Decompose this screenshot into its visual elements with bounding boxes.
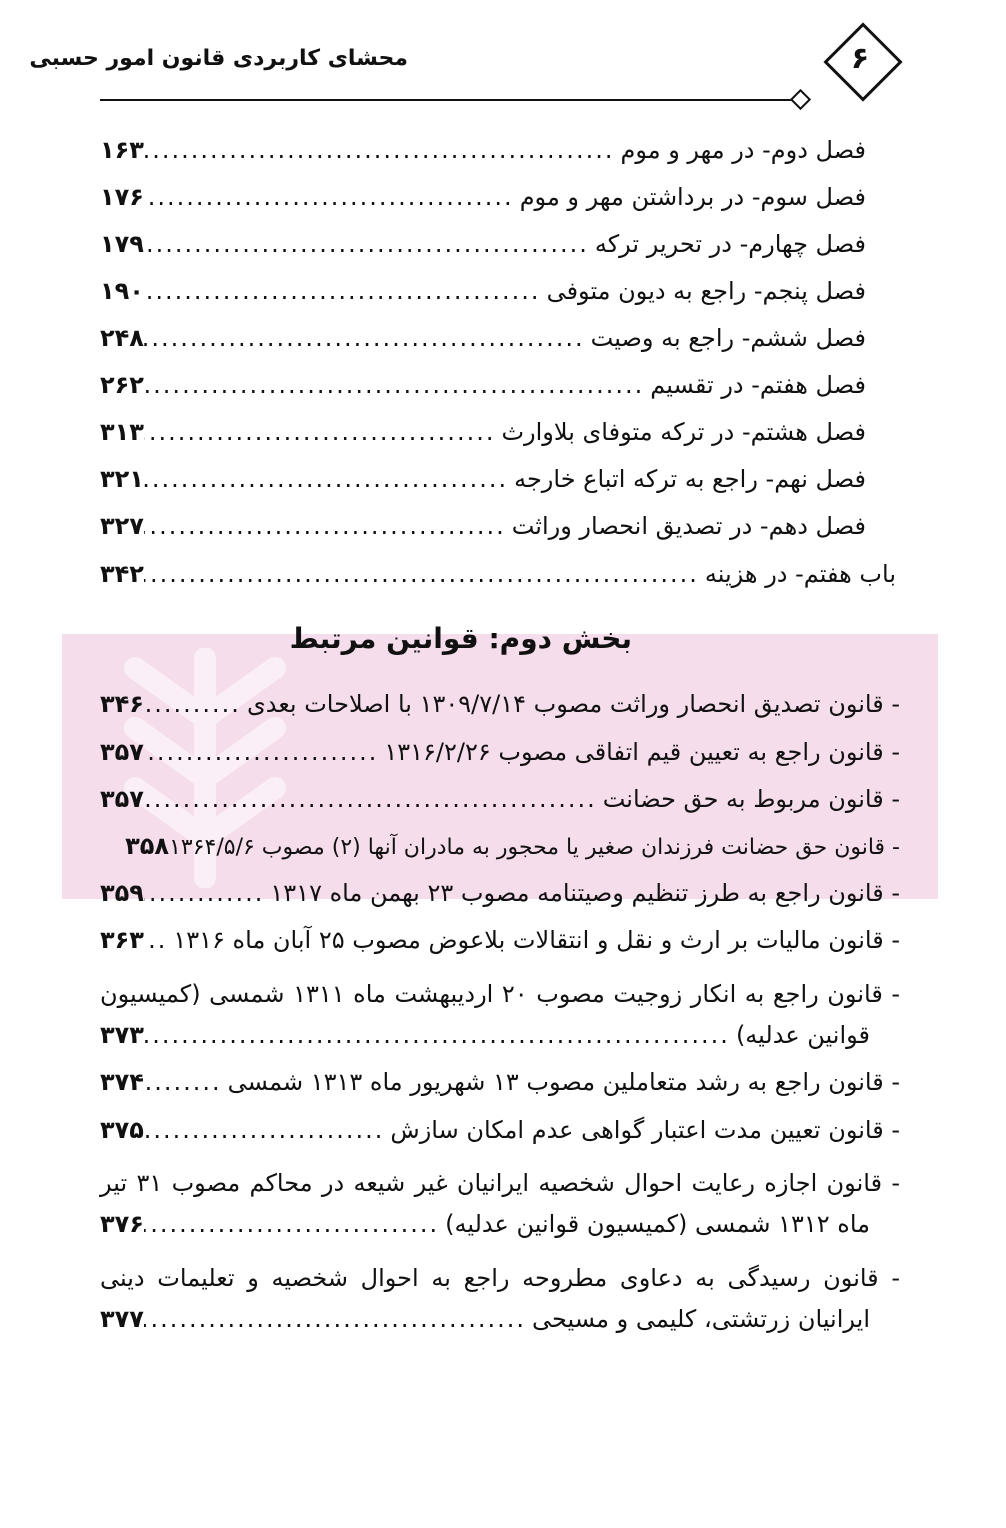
leader-dots	[144, 136, 621, 164]
toc-entry-page: ۳۵۹	[100, 879, 144, 907]
toc-entry-label: قوانین عدلیه)	[735, 1021, 870, 1049]
leader-dots	[144, 371, 650, 399]
toc-entry-label: فصل ششم- راجع به وصیت	[590, 324, 866, 352]
toc-entry	[100, 560, 896, 600]
section-title: بخش دوم: قوانین مرتبط	[289, 622, 632, 655]
leader-dots	[144, 230, 595, 258]
toc-entry	[100, 690, 900, 730]
leader-dots	[144, 1305, 532, 1333]
toc-entry-label: باب هفتم- در هزینه	[704, 560, 896, 588]
toc-entry-page: ۳۷۴	[100, 1068, 144, 1096]
toc-entry-page: ۲۴۸	[100, 324, 144, 352]
toc-entry	[100, 277, 866, 317]
leader-dots	[144, 926, 173, 954]
toc-entry-label: - قانون مربوط به حق حضانت	[602, 785, 900, 813]
toc-entry-label: فصل دهم- در تصدیق انحصار وراثت	[511, 512, 866, 540]
toc-entry	[100, 738, 900, 778]
leader-dots	[144, 785, 603, 813]
toc-entry-page: ۳۲۷	[100, 512, 144, 540]
toc-entry-label: - قانون راجع به رشد متعاملین مصوب ۱۳ شهریور ماه ۱۳۱۳ شمسی	[227, 1068, 900, 1096]
toc-entry-page: ۳۷۷	[100, 1305, 144, 1333]
toc-entry	[100, 418, 866, 458]
toc-entry-line1: - قانون راجع به انکار زوجیت مصوب ۲۰ اردیبهشت ماه ۱۳۱۱ شمسی (کمیسیون	[100, 980, 900, 1008]
toc-entry	[100, 879, 900, 919]
toc-entry-label: - قانون تعیین مدت اعتبار گواهی عدم امکان سازش	[390, 1116, 900, 1144]
toc-entry-page: ۳۱۳	[100, 418, 144, 446]
toc-entry-label: فصل نهم- راجع به ترکه اتباع خارجه	[514, 465, 866, 493]
toc-entry	[100, 1305, 870, 1345]
toc-entry-page: ۳۵۷	[100, 738, 144, 766]
toc-entry	[100, 1210, 870, 1250]
toc-entry	[100, 183, 866, 223]
toc-entry-label: فصل پنجم- راجع به دیون متوفی	[546, 277, 866, 305]
leader-dots	[144, 465, 514, 493]
toc-entry-label: فصل هشتم- در ترکه متوفای بلاوارث	[501, 418, 866, 446]
toc-entry-label: - قانون حق حضانت فرزندان صغیر یا محجور به مادران آنها (۲) مصوب ۱۳۶۴/۵/۶	[169, 835, 900, 860]
toc-entry-page: ۲۶۲	[100, 371, 144, 399]
toc-entry	[100, 324, 866, 364]
toc-entry-page: ۳۵۷	[100, 785, 144, 813]
leader-dots	[144, 1116, 390, 1144]
toc-entry-page: ۳۴۶	[100, 690, 144, 718]
toc-entry-label: فصل دوم- در مهر و موم	[620, 136, 866, 164]
toc-entry	[100, 1116, 900, 1156]
toc-entry-label: فصل سوم- در برداشتن مهر و موم	[519, 183, 866, 211]
toc-entry-page: ۱۹۰	[100, 277, 144, 305]
toc-entry	[100, 1068, 900, 1108]
toc-entry-page: ۳۷۳	[100, 1021, 144, 1049]
toc-entry-page: ۳۵۸	[125, 832, 170, 860]
toc-entry-label: - قانون راجع به طرز تنظیم وصیتنامه مصوب ۲۳ بهمن ماه ۱۳۱۷	[270, 879, 900, 907]
leader-dots	[144, 1210, 445, 1238]
toc-entry-page: ۱۷۹	[100, 230, 144, 258]
leader-dots	[144, 879, 270, 907]
toc-entry	[100, 512, 866, 552]
leader-dots	[144, 690, 247, 718]
toc-entry	[100, 230, 866, 270]
leader-dots	[144, 418, 502, 446]
toc-entry-page: ۳۷۶	[100, 1210, 144, 1238]
leader-dots	[144, 324, 591, 352]
toc-entry	[100, 465, 866, 505]
toc-entry	[100, 371, 866, 411]
toc-entry-page: ۱۶۳	[100, 136, 144, 164]
toc-entry-page: ۳۷۵	[100, 1116, 144, 1144]
leader-dots	[144, 738, 384, 766]
running-title: محشای کاربردی قانون امور حسبی	[29, 46, 408, 71]
toc-entry-page: ۳۲۱	[100, 465, 144, 493]
page-header	[0, 0, 1006, 120]
toc-entry-label: ایرانیان زرتشتی، کلیمی و مسیحی	[532, 1305, 870, 1333]
toc-entry-label: - قانون مالیات بر ارث و نقل و انتقالات بلاعوض مصوب ۲۵ آبان ماه ۱۳۱۶	[173, 926, 900, 954]
toc-entry	[100, 136, 866, 176]
toc-entry-label: - قانون تصدیق انحصار وراثت مصوب ۱۳۰۹/۷/۱۴ با اصلاحات بعدی	[246, 690, 900, 718]
leader-dots	[144, 1068, 228, 1096]
rule-end-diamond	[790, 89, 811, 110]
toc-entry	[100, 785, 900, 825]
leader-dots	[144, 183, 520, 211]
leader-dots	[144, 560, 705, 588]
toc-entry-line1: - قانون رسیدگی به دعاوی مطروحه راجع به احوال شخصیه و تعلیمات دینی	[100, 1264, 900, 1292]
leader-dots	[144, 277, 547, 305]
toc-entry-page: ۳۴۲	[100, 560, 144, 588]
toc-entry-label: فصل هفتم- در تقسیم	[650, 371, 866, 399]
toc-entry-label: - قانون راجع به تعیین قیم اتفاقی مصوب ۱۳۱۶/۲/۲۶	[384, 738, 900, 766]
leader-dots	[144, 1021, 736, 1049]
header-rule	[100, 99, 795, 101]
toc-entry	[100, 926, 900, 966]
toc-entry-label: فصل چهارم- در تحریر ترکه	[594, 230, 866, 258]
toc-entry-page: ۳۶۳	[100, 926, 144, 954]
toc-entry-label: ماه ۱۳۱۲ شمسی (کمیسیون قوانین عدلیه)	[445, 1210, 870, 1238]
toc-entry-page: ۱۷۶	[100, 183, 144, 211]
page-number: ۶	[850, 41, 870, 76]
toc-entry-line1: - قانون اجازه رعایت احوال شخصیه ایرانیان غیر شیعه در محاکم مصوب ۳۱ تیر	[100, 1169, 901, 1197]
toc-entry	[100, 1021, 870, 1061]
leader-dots	[144, 512, 512, 540]
toc-entry	[100, 832, 900, 872]
